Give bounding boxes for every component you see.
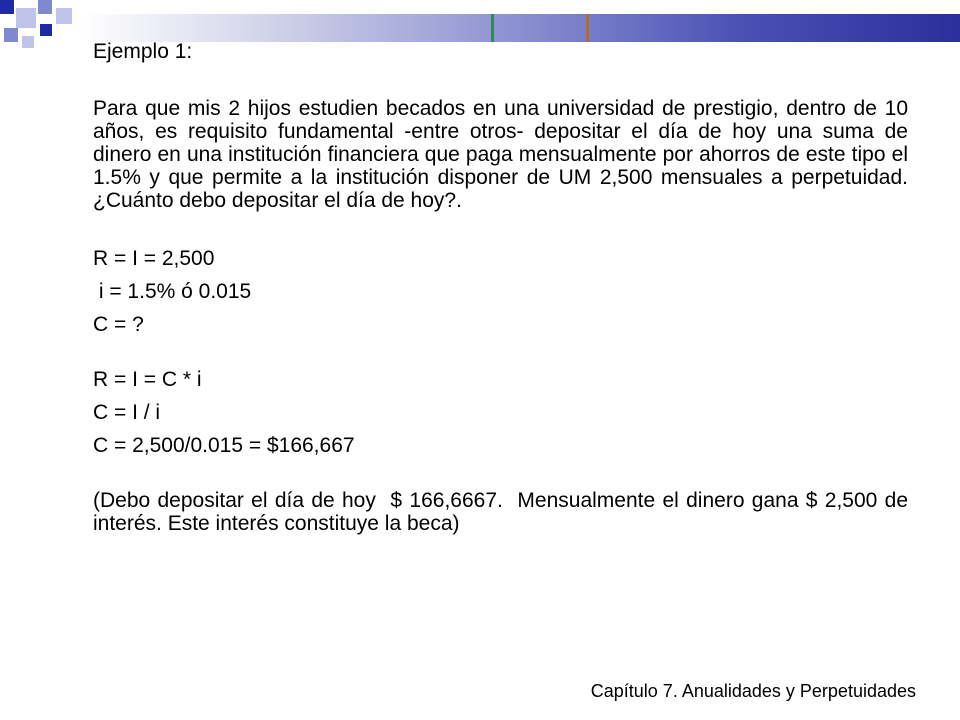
header-accent-mark xyxy=(586,14,589,42)
example-title: Ejemplo 1: xyxy=(93,40,193,63)
corner-square xyxy=(40,24,52,36)
solution-line: C = I / i xyxy=(93,400,161,424)
corner-square xyxy=(16,8,36,28)
header-gradient-bar xyxy=(82,14,960,42)
conclusion-text: (Debo depositar el día de hoy $ 166,6667. Mensualmente el dinero gana $ 2,500 de interés. Este interés constituye la beca) xyxy=(93,489,914,536)
corner-square xyxy=(4,28,18,42)
given-line: C = ? xyxy=(93,312,144,336)
corner-square xyxy=(38,0,52,14)
slide-body xyxy=(93,40,914,536)
problem-statement: Para que mis 2 hijos estudien becados en una universidad de prestigio, dentro de 10 años, es requisito fundamental -entre otros- depositar el día de hoy una suma de dinero en una institución financiera que paga mensualmente por ahorros de este tipo el 1.5% y que permite a la institución disponer de UM 2,500 mensuales a perpetuidad. ¿Cuánto debo depositar el día de hoy?. xyxy=(93,97,908,213)
corner-square xyxy=(22,36,34,48)
corner-square xyxy=(56,8,72,24)
corner-square xyxy=(0,0,14,14)
solution-line: R = I = C * i xyxy=(93,367,202,391)
given-line: i = 1.5% ó 0.015 xyxy=(93,279,252,303)
header-accent-mark xyxy=(491,14,494,42)
given-line: R = I = 2,500 xyxy=(93,246,215,270)
chapter-footer: Capítulo 7. Anualidades y Perpetuidades xyxy=(590,681,916,701)
solution-line: C = 2,500/0.015 = $166,667 xyxy=(93,434,355,458)
